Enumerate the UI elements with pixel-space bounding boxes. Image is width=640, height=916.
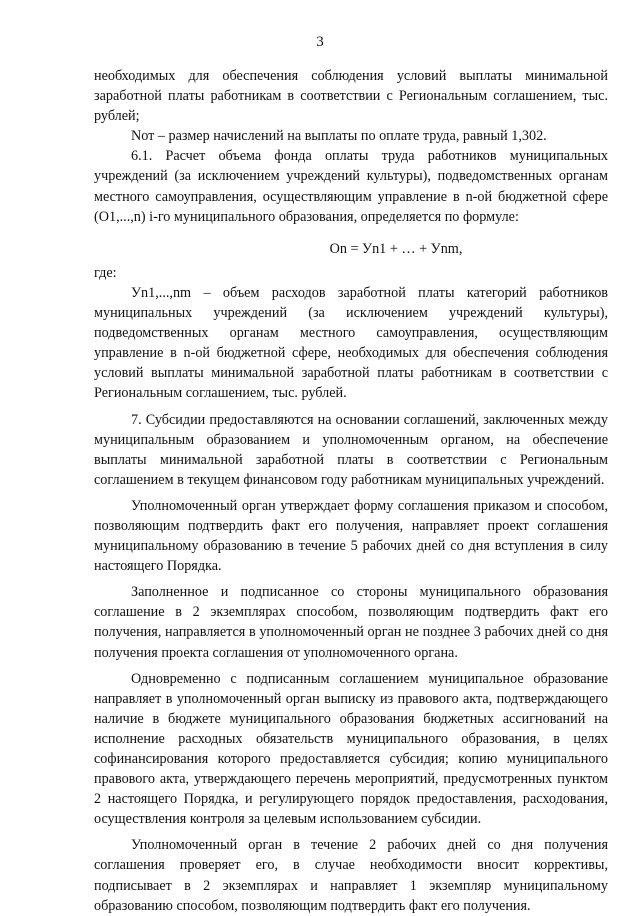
page-number: 3 [316,34,324,50]
document-body [94,66,608,916]
paragraph-7: 7. Субсидии предоставляются на основании соглашений, заключенных между муниципальным образованием и уполномоченным органом, на обеспечение выплаты минимальной заработной платы в соответствии с Региональным соглашением в текущем финансовом году работникам муниципальных учреждений. [94,411,608,488]
paragraph-agreement-form: Уполномоченный орган утверждает форму соглашения приказом и способом, позволяющим подтвердить факт его получения, направляет проект соглашения муниципальному образованию в течение 5 рабочих дней со дня вступления в силу настоящего Порядка. [94,497,608,575]
paragraph-filled-agreement: Заполненное и подписанное со стороны муниципального образования соглашение в 2 экземплярах способом, позволяющим подтвердить факт его получения, направляется в уполномоченный орган не позднее 3 рабочих дней со дня получения проекта соглашения от уполномоченного органа. [94,584,608,661]
paragraph-authorized-body: Уполномоченный орган в течение 2 рабочих дней со дня получения соглашения проверяет его, в случае необходимости вносит коррективы, подписывает в 2 экземплярах и направляет 1 экземпляр муниципальному образованию способом, позволяющим подтвердить факт его получения. [94,837,608,914]
paragraph-simultaneously: Одновременно с подписанным соглашением муниципальное образование направляет в уполномоченный орган выписку из правового акта, подтверждающего наличие в бюджете муниципального образования бюджетных ассигнований на исполнение расходных обязательств муниципального образования, в целях софинансирования которого предоставляется субсидия; копию муниципального правового акта, утверждающего перечень мероприятий, предусмотренных пунктом 2 настоящего Порядка, и регулирующего порядок предоставления, расходования, осуществления контроля за целевым использованием субсидии. [94,670,608,828]
where-label: где: [94,264,117,281]
paragraph-6-1: 6.1. Расчет объема фонда оплаты труда работников муниципальных учреждений (за исключением учреждений культуры), подведомственных органам местного самоуправления, осуществляющим управление в n-ой бюджетной сфере (О1,...,n) i-го муниципального образования, определяется по формуле: [94,148,608,225]
formula: Оn = Уn1 + … + Уnm, [329,240,463,257]
paragraph-not-definition: Nот – размер начислений на выплаты по оплате труда, равный 1,302. [131,128,547,145]
paragraph-un-definition: Уn1,...,nm – объем расходов заработной платы категорий работников муниципальных учреждений (за исключением учреждений культуры), подведомственных органам местного самоуправления, осуществляющим управление в n-ой бюджетной сфере, необходимых для обеспечения соблюдения условий выплаты минимальной заработной платы работникам в соответствии с Региональным соглашением, тыс. рублей. [94,284,608,402]
paragraph-continuation: необходимых для обеспечения соблюдения условий выплаты минимальной заработной платы работникам в соответствии с Региональным соглашением, тыс. рублей; [94,68,608,125]
